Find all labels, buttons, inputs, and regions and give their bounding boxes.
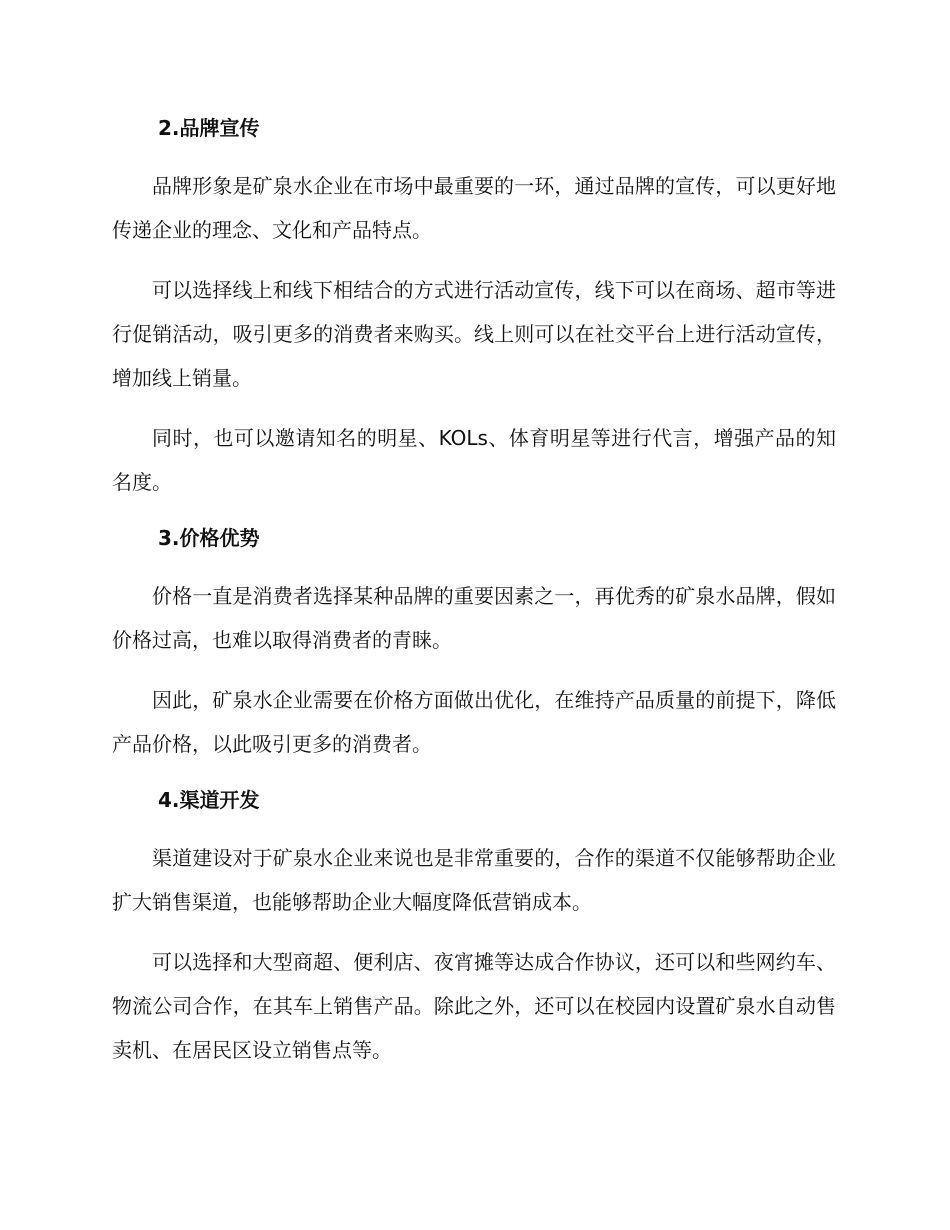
section-heading: 3.价格优势 bbox=[158, 526, 260, 550]
section-heading: 4.渠道开发 bbox=[158, 788, 260, 812]
paragraph: 价格一直是消费者选择某种品牌的重要因素之一，再优秀的矿泉水品牌，假如价格过高，也难以取得消费者的青睐。 bbox=[112, 584, 836, 652]
paragraph: 因此，矿泉水企业需要在价格方面做出优化，在维持产品质量的前提下，降低产品价格，以此吸引更多的消费者。 bbox=[112, 688, 836, 756]
section-price-advantage bbox=[112, 520, 836, 766]
paragraph: 品牌形象是矿泉水企业在市场中最重要的一环，通过品牌的宣传，可以更好地传递企业的理念、文化和产品特点。 bbox=[112, 174, 836, 242]
section-brand-promotion bbox=[112, 110, 836, 504]
section-heading: 2.品牌宣传 bbox=[158, 116, 260, 140]
paragraph: 同时，也可以邀请知名的明星、KOLs、体育明星等进行代言，增强产品的知名度。 bbox=[112, 426, 836, 494]
document-page bbox=[112, 110, 836, 1088]
paragraph: 可以选择和大型商超、便利店、夜宵摊等达成合作协议，还可以和些网约车、物流公司合作，在其车上销售产品。除此之外，还可以在校园内设置矿泉水自动售卖机、在居民区设立销售点等。 bbox=[112, 950, 836, 1062]
paragraph: 渠道建设对于矿泉水企业来说也是非常重要的，合作的渠道不仅能够帮助企业扩大销售渠道，也能够帮助企业大幅度降低营销成本。 bbox=[112, 846, 836, 914]
section-channel-development bbox=[112, 782, 836, 1072]
paragraph: 可以选择线上和线下相结合的方式进行活动宣传，线下可以在商场、超市等进行促销活动，吸引更多的消费者来购买。线上则可以在社交平台上进行活动宣传，增加线上销量。 bbox=[112, 278, 836, 390]
